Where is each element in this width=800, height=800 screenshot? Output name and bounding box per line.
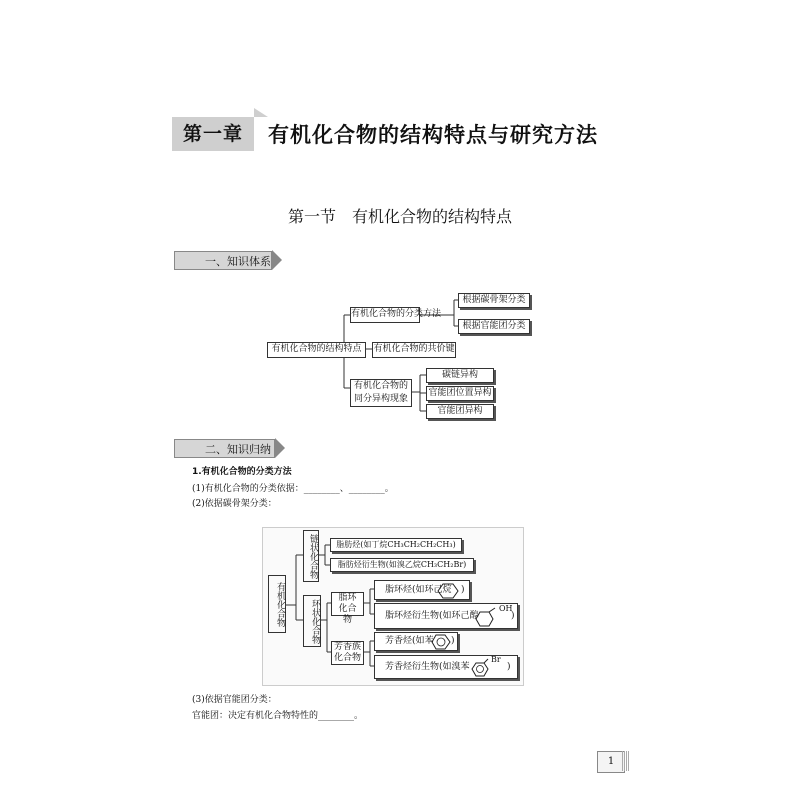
diagram2-aromatic-hydrocarbon <box>374 632 458 651</box>
section-title: 第一节 有机化合物的结构特点 <box>287 207 512 226</box>
item1-heading: 1.有机化合物的分类方法 <box>192 467 292 477</box>
chapter-title: 有机化合物的结构特点与研究方法 <box>268 122 598 147</box>
diagram2-root: 有机化合物 <box>268 575 286 633</box>
diagram1-isomerism: 有机化合物的 同分异构现象 <box>350 379 412 407</box>
label: 脂环烃(如环己烷 <box>385 585 452 595</box>
diagram2-aromatic: 芳香族化合物 <box>331 641 364 665</box>
label: 芳香烃(如苯 <box>385 636 434 646</box>
diagram1-classification: 有机化合物的分类方法 <box>350 307 420 323</box>
diagram1-functional-isomer: 官能团异构 <box>426 404 494 419</box>
close-paren: ) <box>511 611 515 621</box>
close-paren: ) <box>451 636 455 646</box>
diagram2-alicyclic-derivative <box>374 603 518 629</box>
benzene-icon <box>431 634 451 651</box>
banner-arrow <box>275 438 285 458</box>
diagram2-alkane: 脂肪烃(如丁烷CH₃CH₂CH₂CH₃) <box>330 538 462 552</box>
close-paren: ) <box>507 662 511 672</box>
diagram2-alkane-derivative: 脂肪烃衍生物(如溴乙烷CH₃CH₂Br) <box>330 558 474 572</box>
item3-line2: 官能团：决定有机化合物特性的________。 <box>192 711 364 721</box>
diagram1-covalent-bond: 有机化合物的共价键 <box>372 342 456 358</box>
diagram1-position-isomer: 官能团位置异构 <box>426 386 494 401</box>
diagram1-by-functional-group: 根据官能团分类 <box>458 319 530 334</box>
chapter-badge: 第一章 <box>172 117 254 151</box>
banner-arrow <box>272 250 282 270</box>
item1-line2: (2)依据碳骨架分类： <box>192 499 277 509</box>
diagram2-chain: 链状化合物 <box>303 530 319 582</box>
label: 脂环烃衍生物(如环己醇 <box>385 611 479 621</box>
diagram2-ring: 环状化合物 <box>303 595 321 647</box>
diagram1-by-skeleton: 根据碳骨架分类 <box>458 293 530 308</box>
chapter-badge-decoration <box>254 108 268 117</box>
oh-label: OH <box>499 604 513 613</box>
diagram2-aromatic-derivative <box>374 655 518 679</box>
label: 芳香烃衍生物(如溴苯 <box>385 662 470 672</box>
section-banner-knowledge-summary <box>174 439 275 458</box>
diagram1-root: 有机化合物的结构特点 <box>267 342 366 358</box>
page-corner-decoration <box>622 751 630 771</box>
cyclohexane-icon <box>437 583 459 599</box>
section-banner-knowledge-system <box>174 251 272 270</box>
page-number: 1 <box>597 751 625 773</box>
item1-line1: (1)有机化合物的分类依据：________、________。 <box>192 484 394 494</box>
diagram1-chain-isomer: 碳链异构 <box>426 368 494 383</box>
close-paren: ) <box>461 585 465 595</box>
item3-line1: (3)依据官能团分类： <box>192 695 277 705</box>
diagram2-alicyclic: 脂环化合物 <box>331 592 364 616</box>
br-label: Br <box>491 655 501 664</box>
diagram2-alicyclic-hydrocarbon <box>374 580 470 600</box>
banner-label: 二、知识归纳 <box>205 443 271 456</box>
banner-label: 一、知识体系 <box>205 255 271 268</box>
